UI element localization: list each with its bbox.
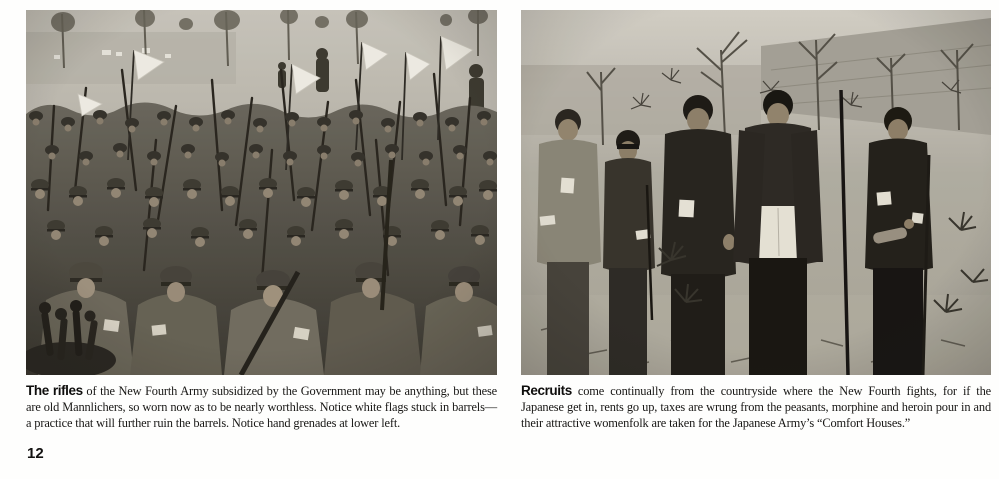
right-figure	[521, 10, 991, 432]
left-figure	[26, 10, 497, 432]
left-caption-body: of the New Fourth Army subsidized by the Government may be anything, but these are old Mannlichers, so worn now as to be nearly worthless. Notice white flags stuck in barrels—a practice that will further ruin the barrels. Notice hand grenades at lower left.	[26, 384, 497, 431]
right-caption	[521, 383, 991, 432]
right-photo-recruits-image	[521, 10, 991, 375]
right-caption-body: come continually from the countryside where the New Fourth fights, for if the Japanese get in, rents go up, taxes are wrung from the peasants, morphine and heroin pour in and their attractive womenfolk are taken for the Japanese Army’s “Comfort Houses.”	[521, 384, 991, 431]
left-photo-soldiers-image	[26, 10, 497, 375]
page-number: 12	[27, 445, 44, 462]
right-caption-lead: Recruits	[521, 383, 572, 398]
left-caption-lead: The rifles	[26, 383, 83, 398]
left-caption	[26, 383, 497, 432]
